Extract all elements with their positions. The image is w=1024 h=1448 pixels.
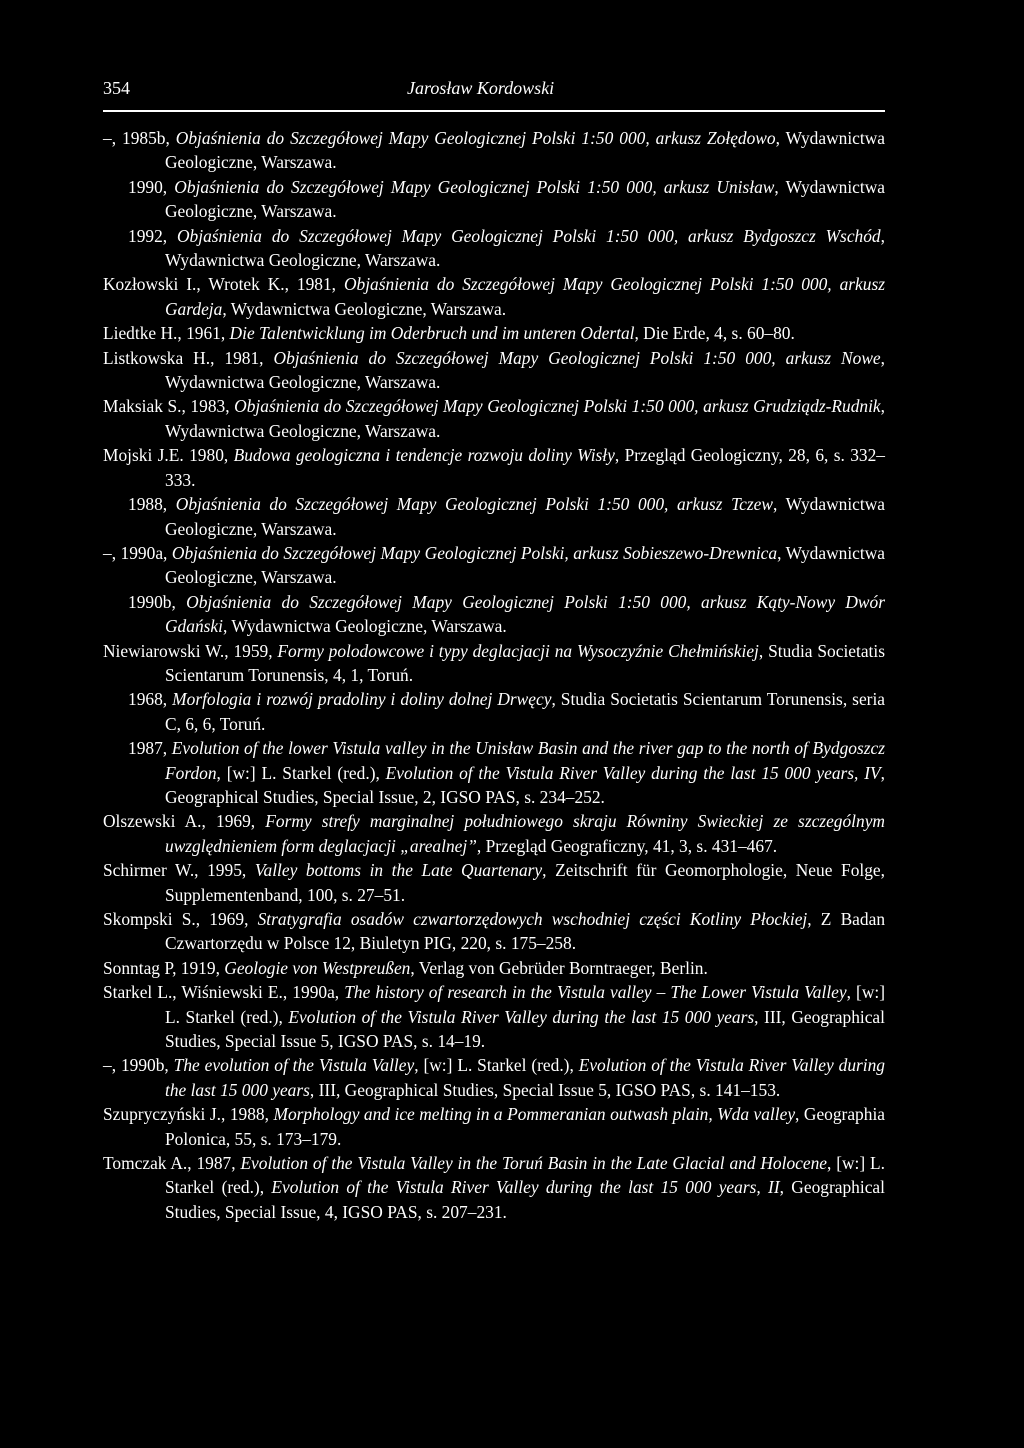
ref-lead: Tomczak A., 1987, (103, 1153, 241, 1174)
page (103, 74, 885, 1224)
ref-details: , Die Erde, 4, s. 60–80. (634, 323, 795, 344)
ref-details: , Przegląd Geograficzny, 41, 3, s. 431–467. (476, 835, 778, 856)
ref-lead: –, 1990a, (103, 542, 172, 563)
header-rule (103, 110, 885, 112)
ref-title: Morphology and ice melting in a Pommeranian outwash plain, Wda valley (273, 1104, 796, 1125)
ref-details: , Wydawnictwa Geologiczne, Warszawa. (165, 542, 886, 588)
ref-details: , Studia Societatis Scientarum Torunensis, 4, 1, Toruń. (165, 640, 885, 685)
ref-title: Objaśnienia do Szczegółowej Mapy Geologicznej Polski 1:50 000, arkusz Unisław (174, 176, 775, 197)
ref-title: Objaśnienia do Szczegółowej Mapy Geologicznej Polski 1:50 000, arkusz Nowe (273, 347, 881, 368)
ref-details: , [w:] L. Starkel (red.), (414, 1055, 579, 1076)
reference-entry (103, 639, 885, 688)
ref-volume-details: , III, Geographical Studies, Special Issue 5, IGSO PAS, s. 14–19. (165, 1006, 885, 1052)
reference-list (103, 126, 885, 1224)
reference-entry (103, 346, 885, 395)
ref-lead: 1992, (128, 225, 177, 246)
ref-lead: Maksiak S., 1983, (103, 396, 235, 417)
ref-volume-details: , Geographical Studies, Special Issue, 4, IGSO PAS, s. 207–231. (165, 1177, 885, 1222)
ref-details: , Studia Societatis Scientarum Torunensis, seria C, 6, 6, Toruń. (165, 689, 886, 734)
ref-title: Formy strefy marginalnej południowego skraju Równiny Swieckiej ze szczególnym uwzględnieniem form deglacjacji „arealnej” (165, 811, 885, 856)
ref-lead: 1987, (128, 738, 172, 759)
ref-title: Objaśnienia do Szczegółowej Mapy Geologicznej Polski 1:50 000, arkusz Kąty-Nowy Dwór Gdański (165, 591, 885, 637)
ref-lead: Listkowska H., 1981, (103, 347, 274, 368)
ref-details: , Zeitschrift für Geomorphologie, Neue Folge, Supplementenband, 100, s. 27–51. (165, 860, 885, 905)
ref-details: , Wydawnictwa Geologiczne, Warszawa. (165, 176, 885, 222)
ref-title: Objaśnienia do Szczegółowej Mapy Geologicznej Polski 1:50 000, arkusz Bydgoszcz Wschód (176, 225, 881, 246)
running-title: Jarosław Kordowski (407, 78, 555, 98)
ref-title: Geologie von Westpreußen (224, 957, 411, 978)
ref-title: Die Talentwicklung im Oderbruch und im unteren Odertal (229, 323, 635, 344)
ref-volume-title: Evolution of the Vistula River Valley during the last 15 000 years (288, 1006, 755, 1027)
ref-lead: Szupryczyński J., 1988, (103, 1104, 274, 1125)
ref-details: , Z Badan Czwartorzędu w Polsce 12, Biuletyn PIG, 220, s. 175–258. (165, 909, 886, 954)
ref-title: Objaśnienia do Szczegółowej Mapy Geologicznej Polski 1:50 000, arkusz Gardeja (165, 274, 885, 319)
ref-details: , Wydawnictwa Geologiczne, Warszawa. (222, 298, 507, 319)
ref-lead: Liedtke H., 1961, (103, 323, 230, 344)
reference-entry (103, 224, 885, 273)
reference-entry (103, 175, 885, 224)
ref-details: , Wydawnictwa Geologiczne, Warszawa. (165, 347, 885, 393)
ref-details: , Przegląd Geologiczny, 28, 6, s. 332–333. (165, 445, 885, 490)
ref-title: The evolution of the Vistula Valley (173, 1055, 415, 1076)
reference-entry (103, 126, 885, 175)
ref-title: Budowa geologiczna i tendencje rozwoju doliny Wisły (233, 445, 615, 466)
ref-title: Objaśnienia do Szczegółowej Mapy Geologicznej Polski, arkusz Sobieszewo-Drewnica (171, 542, 778, 563)
reference-entry (103, 1053, 885, 1102)
ref-lead: Niewiarowski W., 1959, (103, 640, 278, 661)
reference-entry (103, 736, 885, 809)
ref-lead: Schirmer W., 1995, (103, 860, 255, 881)
reference-entry (103, 687, 885, 736)
reference-entry (103, 321, 885, 345)
ref-lead: 1990, (128, 176, 175, 197)
ref-volume-details: , III, Geographical Studies, Special Issue 5, IGSO PAS, s. 141–153. (309, 1079, 781, 1100)
ref-volume-details: , Geographical Studies, Special Issue, 2, IGSO PAS, s. 234–252. (165, 762, 885, 807)
reference-entry (103, 1151, 885, 1224)
ref-volume-title: Evolution of the Vistula River Valley during the last 15 000 years, II (271, 1177, 780, 1198)
reference-entry (103, 541, 885, 590)
reference-entry (103, 980, 885, 1053)
ref-title: Objaśnienia do Szczegółowej Mapy Geologicznej Polski 1:50 000, arkusz Grudziądz-Rudnik (234, 396, 881, 417)
reference-entry (103, 858, 885, 907)
ref-title: Evolution of the lower Vistula valley in the Unisław Basin and the river gap to the north of Bydgoszcz Fordon (165, 738, 885, 783)
ref-lead: Skompski S., 1969, (103, 909, 258, 929)
ref-volume-title: Evolution of the Vistula River Valley during the last 15 000 years (165, 1055, 885, 1100)
ref-title: The history of research in the Vistula valley – The Lower Vistula Valley (344, 982, 847, 1003)
ref-title: Formy polodowcowe i typy deglacjacji na Wysoczyźnie Chełmińskiej (277, 640, 759, 661)
ref-lead: Olszewski A., 1969, (103, 811, 266, 832)
ref-details: , Verlag von Gebrüder Borntraeger, Berlin. (410, 957, 708, 978)
ref-lead: –, 1985b, (103, 128, 176, 148)
ref-lead: Sonntag P, 1919, (103, 957, 225, 978)
ref-lead: 1988, (128, 494, 176, 515)
reference-entry (103, 443, 885, 492)
ref-details: , Geographia Polonica, 55, s. 173–179. (165, 1104, 886, 1149)
reference-entry (103, 394, 885, 443)
ref-details: , Wydawnictwa Geologiczne, Warszawa. (165, 494, 886, 539)
ref-lead: Mojski J.E. 1980, (103, 445, 234, 466)
ref-details: , Wydawnictwa Geologiczne, Warszawa. (222, 616, 507, 637)
ref-title: Valley bottoms in the Late Quartenary (254, 860, 543, 881)
ref-title: Morfologia i rozwój pradoliny i doliny dolnej Drwęcy (172, 689, 552, 710)
ref-lead: Starkel L., Wiśniewski E., 1990a, (103, 982, 345, 1003)
ref-lead: –, 1990b, (103, 1055, 174, 1076)
ref-details: , [w:] L. Starkel (red.), (165, 1153, 885, 1198)
ref-details: , Wydawnictwa Geologiczne, Warszawa. (165, 225, 885, 271)
ref-title: Evolution of the Vistula Valley in the Toruń Basin in the Late Glacial and Holocene (240, 1153, 827, 1174)
reference-entry (103, 492, 885, 541)
ref-details: , [w:] L. Starkel (red.), (165, 982, 886, 1027)
ref-lead: Kozłowski I., Wrotek K., 1981, (103, 274, 344, 295)
reference-entry (103, 907, 885, 956)
ref-details: , Wydawnictwa Geologiczne, Warszawa. (165, 396, 885, 441)
reference-entry (103, 809, 885, 858)
ref-title: Objaśnienia do Szczegółowej Mapy Geologicznej Polski 1:50 000, arkusz Zołędowo (175, 128, 776, 148)
running-head (103, 74, 885, 108)
ref-lead: 1990b, (128, 591, 187, 612)
reference-entry (103, 272, 885, 321)
reference-entry (103, 590, 885, 639)
ref-details: , Wydawnictwa Geologiczne, Warszawa. (165, 128, 885, 173)
ref-title: Objaśnienia do Szczegółowej Mapy Geologicznej Polski 1:50 000, arkusz Tczew (175, 494, 773, 515)
ref-volume-title: Evolution of the Vistula River Valley during the last 15 000 years, IV (385, 762, 881, 783)
reference-entry (103, 956, 885, 980)
ref-details: , [w:] L. Starkel (red.), (216, 762, 386, 783)
reference-entry (103, 1102, 885, 1151)
ref-lead: 1968, (128, 689, 173, 710)
page-number: 354 (103, 78, 130, 98)
ref-title: Stratygrafia osadów czwartorzędowych wschodniej części Kotliny Płockiej (257, 909, 808, 929)
